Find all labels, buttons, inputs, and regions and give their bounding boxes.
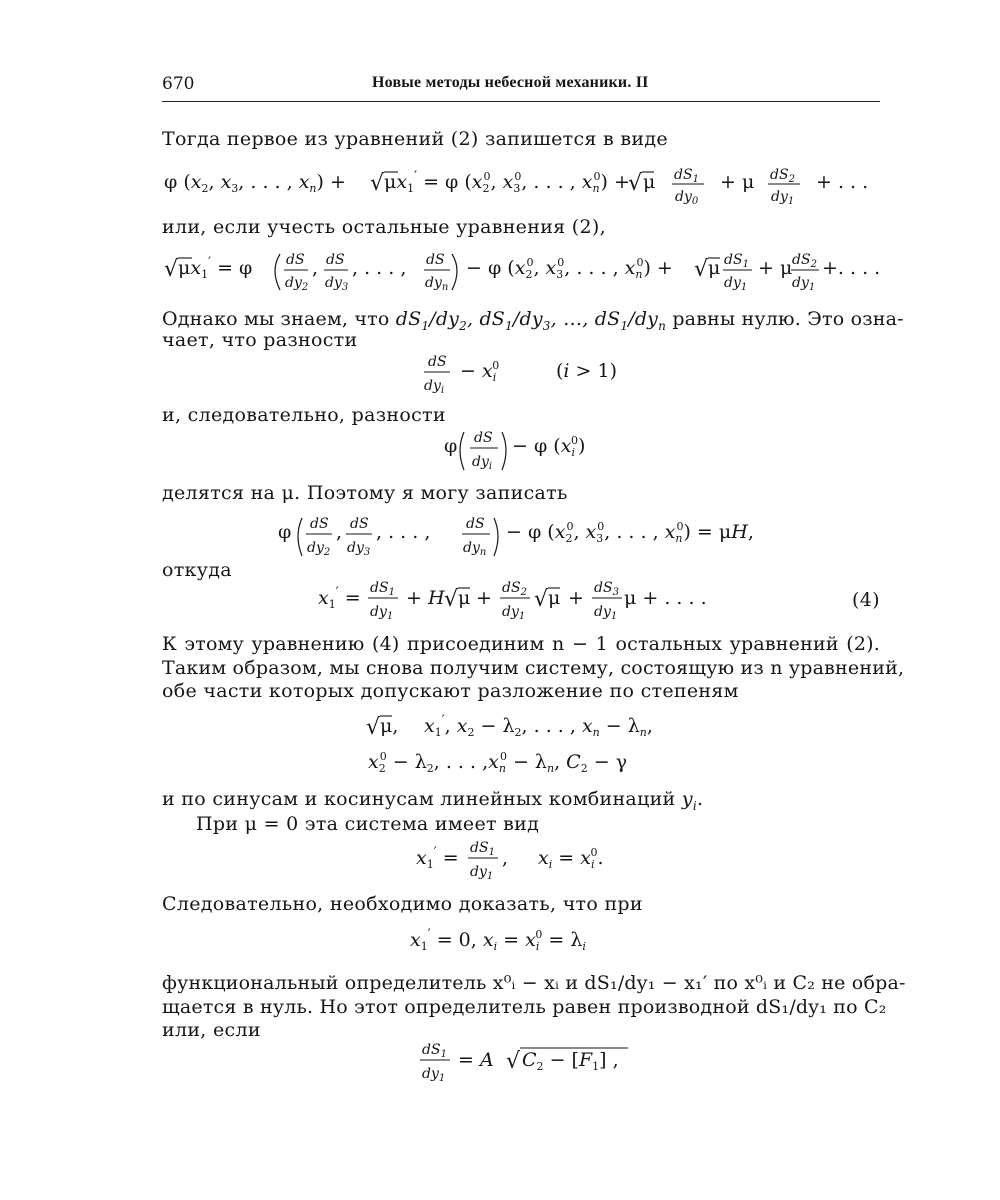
- svg-text:dyi: $dy_i$: [424, 378, 445, 396]
- svg-text:dS1: $dS_1$: [674, 167, 699, 185]
- paragraph-intro: Тогда первое из уравнений (2) запишется в виде: [162, 128, 668, 150]
- svg-text:(i > 1): (i > 1): [556, 360, 617, 382]
- svg-text:dS1: $dS_1$: [422, 1042, 447, 1060]
- svg-text:dS1: $dS_1$: [370, 580, 395, 598]
- svg-text:φ (x2, x3, . . . , xn) +: φ ($x_2$, $x_3$, . . . , $x_n$) +: [164, 171, 346, 195]
- paragraph-must-prove: Следовательно, необходимо доказать, что при: [162, 893, 643, 915]
- svg-text:dy1: $dy_1$: [502, 604, 526, 622]
- svg-text:dy1: $dy_1$: [470, 864, 494, 882]
- svg-text:C2 − [F1] ,: $C_2 - [F_1]$ ,: [522, 1049, 619, 1073]
- svg-text:dyi: $dy_i$: [472, 454, 493, 472]
- svg-text:φ: φ: [278, 521, 292, 543]
- svg-text:μ: μ: [458, 587, 471, 609]
- svg-text:+: +: [476, 587, 492, 609]
- paragraph-sines: [162, 790, 703, 812]
- paragraph-determinant-line1: функциональный определитель x⁰ᵢ − xᵢ и dS₁/dy₁ − x₁′ по x⁰ᵢ и C₂ не обра-: [162, 972, 906, 994]
- inline-yi: $y_i$.: [681, 788, 704, 813]
- however-text-a: Однако мы знаем, что: [162, 308, 390, 330]
- inline-derivatives: $dS_1/dy_2$, $dS_1/dy_3$, …, $dS_1/dy_n$: [395, 308, 667, 333]
- paragraph-or-if: или, если учесть остальные уравнения (2),: [162, 216, 606, 238]
- svg-text:x1′ =: $x_1'$ =: [318, 585, 361, 611]
- svg-text:μ: μ: [548, 587, 561, 609]
- svg-text:+ . . .: + . . .: [816, 171, 869, 193]
- svg-text:= A: = A: [458, 1049, 494, 1071]
- svg-text:− φ (xi0): − φ $(x_i0)$: [512, 434, 586, 459]
- sines-text: и по синусам и косинусам линейных комбинаций: [162, 788, 676, 810]
- svg-text:√: √: [628, 171, 643, 196]
- paragraph-consequently: и, следовательно, разности: [162, 404, 446, 426]
- svg-text:dy3: $dy_3$: [325, 275, 349, 293]
- equation-final: [418, 1036, 678, 1088]
- svg-text:dy1: $dy_1$: [370, 604, 394, 622]
- paragraph-join-line1: К этому уравнению (4) присоединим n − 1 остальных уравнений (2).: [162, 633, 880, 655]
- equation-4-number: (4): [852, 589, 880, 611]
- equation-mu-zero: [414, 836, 674, 888]
- svg-text:μ,: μ,: [380, 715, 399, 737]
- paragraph-join-line2: Таким образом, мы снова получим систему, состоящую из n уравнений,: [162, 657, 905, 679]
- svg-text:dS3: $dS_3$: [594, 580, 619, 598]
- svg-text:dS2: $dS_2$: [770, 167, 795, 185]
- however-text-b: равны нулю. Это озна-: [672, 308, 904, 330]
- svg-text:+: +: [568, 587, 584, 609]
- svg-text:φ: φ: [444, 435, 458, 457]
- paragraph-determinant-line3: или, если: [162, 1019, 261, 1041]
- header-rule: [162, 101, 880, 102]
- svg-text:, . . . ,: , . . . ,: [376, 521, 431, 543]
- svg-text:√: √: [444, 587, 459, 612]
- equation-phi-differences: [440, 424, 640, 476]
- svg-text:dy1: $dy_1$: [792, 275, 816, 293]
- svg-text:x1′ =: $x_1'$ =: [416, 845, 459, 871]
- svg-text:dS: dS: [428, 354, 447, 370]
- svg-text:√: √: [506, 1049, 521, 1074]
- svg-text:− φ (x20, x30, . . . , xn0) =: − φ ($x_20$, $x_30$, . . . , $x_n0) = \mu H$,: [506, 520, 754, 545]
- svg-text:√: √: [694, 257, 709, 282]
- svg-text:μ + . . . .: μ + . . . .: [624, 587, 707, 609]
- svg-text:dS: dS: [426, 252, 445, 268]
- svg-text:,: ,: [312, 257, 319, 279]
- svg-text:dy3: $dy_3$: [347, 540, 371, 558]
- svg-text:dS2: $dS_2$: [502, 580, 527, 598]
- svg-text:dS2: $dS_2$: [792, 252, 817, 270]
- svg-text:dy2: $dy_2$: [307, 540, 331, 558]
- paragraph-join-line3: обе части которых допускают разложение по степеням: [162, 680, 739, 702]
- svg-text:− φ (x20, x30, . . . , xn0) +: − φ ($x_20$, $x_30$, . . . , $x_n0$) +: [466, 256, 673, 281]
- equation-2: [162, 246, 882, 298]
- svg-text:dS: dS: [474, 430, 493, 446]
- svg-text:√: √: [164, 257, 179, 282]
- svg-text:+. . . .: +. . . .: [822, 257, 881, 279]
- svg-text:μ: μ: [643, 171, 656, 193]
- svg-text:dyn: $dy_n$: [425, 275, 449, 293]
- svg-text:− xi0: − $x_i0$: [460, 359, 500, 384]
- svg-text:√: √: [370, 171, 385, 196]
- svg-text:μ: μ: [708, 257, 721, 279]
- svg-text:dy1: $dy_1$: [422, 1066, 446, 1084]
- svg-text:dy1: $dy_1$: [724, 275, 748, 293]
- svg-text:dy2: $dy_2$: [285, 275, 309, 293]
- paragraph-determinant-line2: щается в нуль. Но этот определитель равен производной dS₁/dy₁ по C₂: [162, 996, 887, 1018]
- paragraph-at-mu-zero: При μ = 0 эта система имеет вид: [196, 813, 540, 835]
- equation-4: [316, 574, 756, 626]
- svg-text:+ μ: + μ: [720, 171, 755, 193]
- svg-text:√: √: [534, 587, 549, 612]
- equation-muH: [276, 508, 776, 560]
- svg-text:+ μ: + μ: [758, 257, 793, 279]
- svg-text:+ H: + H: [406, 587, 445, 609]
- svg-text:dS: dS: [350, 516, 369, 532]
- svg-text:xi = xi0.: $x_i = x_i0$.: [538, 846, 604, 871]
- paragraph-divisible: делятся на μ. Поэтому я могу записать: [162, 482, 568, 504]
- svg-text:dS: dS: [326, 252, 345, 268]
- svg-text:dyn: $dy_n$: [463, 540, 487, 558]
- svg-text:dS: dS: [286, 252, 305, 268]
- svg-text:√: √: [366, 715, 381, 740]
- svg-text:,: ,: [336, 521, 343, 543]
- paragraph-whence: откуда: [162, 559, 232, 581]
- equation-conditions: [408, 920, 668, 960]
- svg-text:,: ,: [502, 847, 509, 869]
- page-number: 670: [162, 74, 195, 94]
- svg-text:dy1: $dy_1$: [771, 189, 795, 207]
- svg-text:, . . . ,: , . . . ,: [352, 257, 407, 279]
- equation-expansion-vars: [364, 704, 724, 784]
- svg-text:dS: dS: [310, 516, 329, 532]
- svg-text:dy0: $dy_0$: [675, 189, 699, 207]
- svg-text:dy1: $dy_1$: [594, 604, 618, 622]
- svg-text:μx1′ = φ: $\mu x_1' = \varphi$: [178, 255, 253, 281]
- equation-differences: [420, 350, 660, 400]
- svg-text:x1′ = 0, xi = xi0 = λi: $x_1' = 0$, $x_i = x_i0 = \lambda_i$: [410, 927, 586, 953]
- svg-text:dS: dS: [466, 516, 485, 532]
- svg-text:x1′, x2 − λ2, . . . ,: $x_1'$, $x_2 - \lambda_2$, . . . , $x_n - \lambda_n$,: [424, 713, 653, 739]
- svg-text:x20 − λ2, . . . ,xn0 − λn, C: $x_20 - \lambda_2$, . . . $,x_n0 - \lambda_n$, $C_2 - \gamma$: [368, 750, 628, 775]
- equation-1: [162, 160, 882, 210]
- svg-text:μx1′ = φ (x20, x30, . . . , xn: $\mu x_1' = \varphi$ ($x_20$, $x_30$, . . . , $x_n0$) +: [384, 169, 630, 195]
- svg-text:dS1: $dS_1$: [724, 252, 749, 270]
- svg-text:dS1: $dS_1$: [470, 840, 495, 858]
- running-title: Новые методы небесной механики. II: [372, 74, 649, 91]
- paragraph-however-cont: чает, что разности: [162, 329, 358, 351]
